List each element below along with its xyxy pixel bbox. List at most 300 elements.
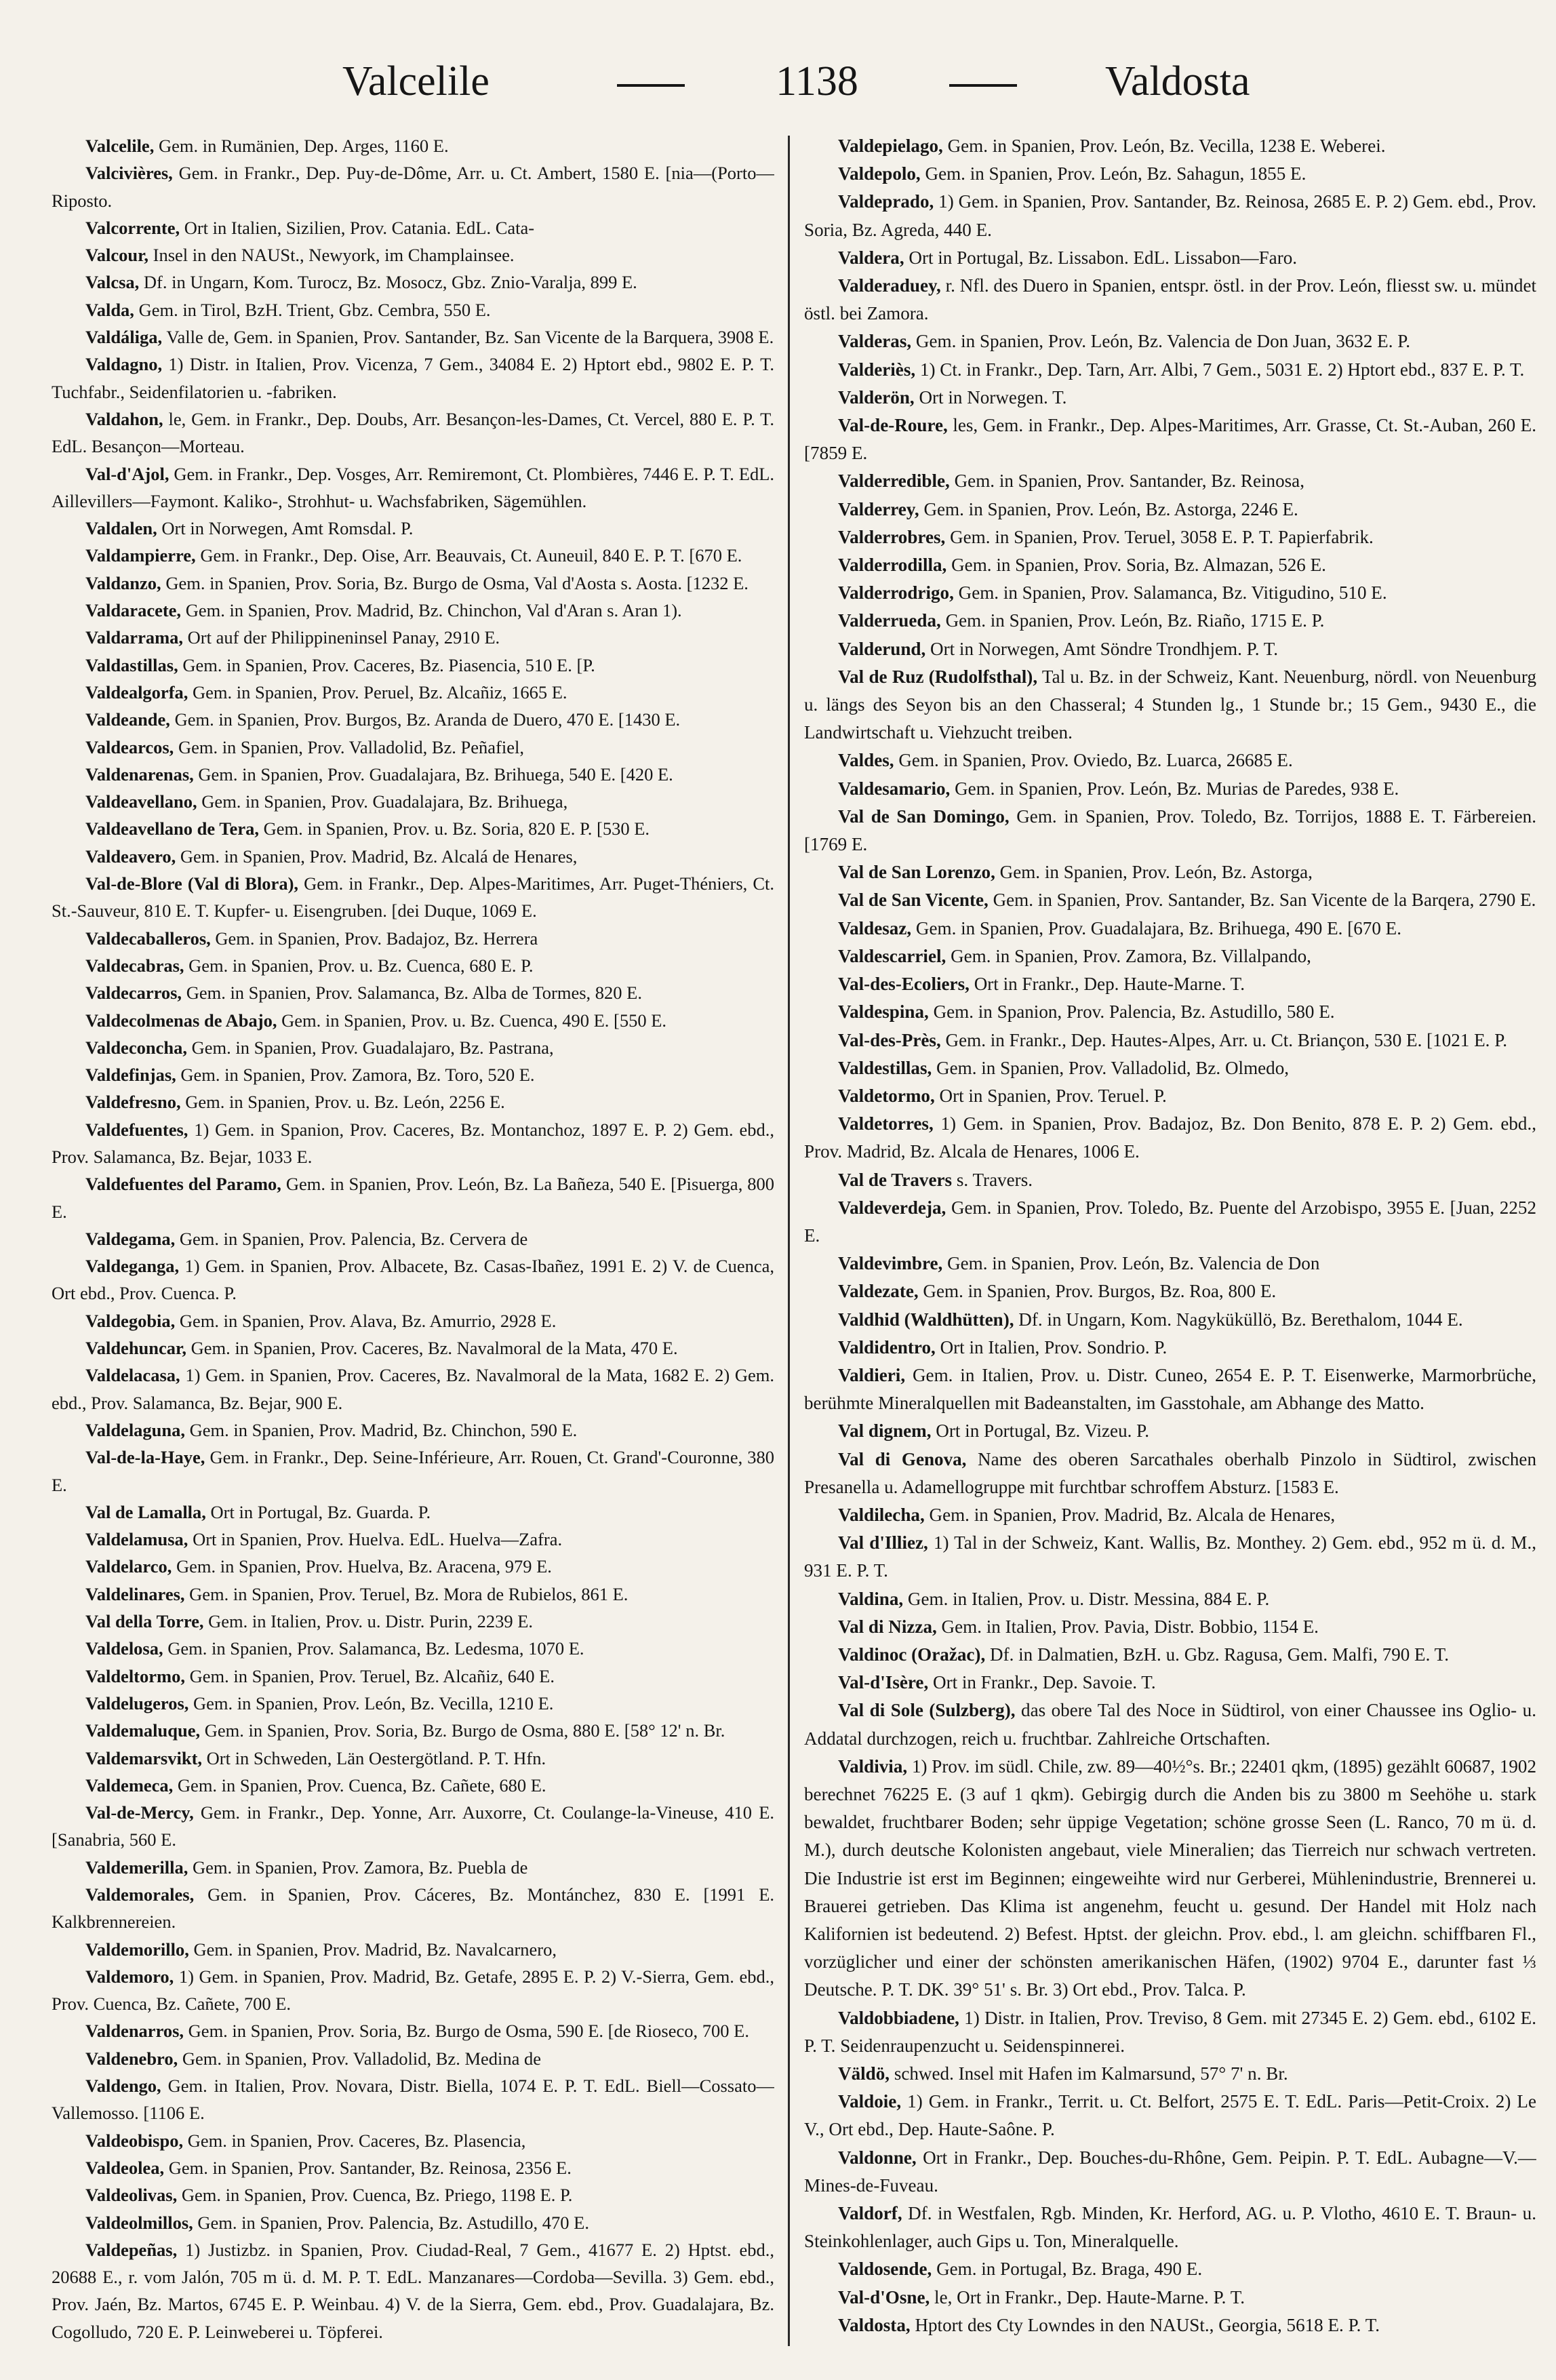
dictionary-entry (52, 542, 774, 569)
entry-text: Gem. in Spanien, Prov. Burgos, Bz. Roa, 800 E. (923, 1281, 1277, 1302)
dictionary-entry (52, 1170, 774, 1225)
dictionary-entry (804, 1417, 1536, 1445)
entry-headword: Valdesaz, (838, 917, 912, 938)
entry-text: Gem. in Spanien, Prov. Guadalajara, Bz. Brihuega, 490 E. [670 E. (915, 917, 1401, 938)
dictionary-entry (52, 405, 774, 460)
entry-headword: Valdobbiadene, (838, 2007, 959, 2028)
dictionary-entry (804, 635, 1536, 663)
entry-text: Gem. in Spanien, Prov. Burgos, Bz. Aranda de Duero, 470 E. [1430 E. (174, 709, 681, 730)
entry-text: Gem. in Spanien, Prov. León, Bz. Astorga, (999, 862, 1313, 883)
entry-headword: Valdeolea, (85, 2157, 165, 2178)
entry-headword: Valdestillas, (838, 1057, 932, 1078)
entry-headword: Valdefuentes, (85, 1119, 188, 1140)
entry-text: Gem. in Spanien, Prov. Santander, Bz. San Vicente de la Barqera, 2790 E. (993, 890, 1536, 911)
entry-headword: Valdeconcha, (85, 1037, 187, 1058)
entry-text: Gem. in Spanien, Prov. Soria, Bz. Burgo de Osma, 590 E. [de Rioseco, 700 E. (188, 2021, 749, 2042)
dictionary-entry (52, 1499, 774, 1526)
entry-text: Gem. in Spanien, Prov. Cáceres, Bz. Montánchez, 830 E. [1991 E. Kalkbrennereien. (52, 1884, 774, 1932)
dictionary-entry (804, 915, 1536, 943)
entry-text: Ort in Norwegen, Amt Romsdal. P. (161, 518, 414, 539)
entry-text: Gem. in Spanien, Prov. Oviedo, Bz. Luarca, 26685 E. (898, 750, 1293, 771)
entry-headword: Valdhid (Waldhütten), (838, 1309, 1014, 1330)
entry-text: Gem. in Spanien, Prov. Soria, Bz. Burgo de Osma, 880 E. [58° 12' n. Br. (204, 1720, 725, 1741)
entry-text: Gem. in Spanien, Prov. Madrid, Bz. Navalcarnero, (193, 1939, 557, 1960)
dictionary-entry (52, 1745, 774, 1772)
dictionary-entry (52, 1936, 774, 1963)
entry-headword: Valdeavellano de Tera, (85, 818, 259, 839)
entry-headword: Valdefuentes del Paramo, (85, 1174, 281, 1195)
dictionary-entry (804, 2088, 1536, 2143)
dictionary-entry (52, 1307, 774, 1334)
dictionary-entry (52, 1061, 774, 1088)
entry-headword: Valdera, (838, 247, 904, 268)
dictionary-entry (804, 412, 1536, 467)
entry-headword: Valdeprado, (838, 191, 934, 212)
entry-headword: Valdegama, (85, 1228, 176, 1249)
entry-text: Gem. in Spanien, Prov. u. Bz. Soria, 820 E. P. [530 E. (263, 818, 650, 839)
dictionary-entry (52, 734, 774, 761)
entry-headword: Valdemaluque, (85, 1720, 201, 1741)
dictionary-entry (52, 1963, 774, 2018)
dictionary-entry (804, 328, 1536, 355)
dictionary-entry (804, 1446, 1536, 1501)
dictionary-entry (804, 2200, 1536, 2255)
entry-text: 1) Ct. in Frankr., Dep. Tarn, Arr. Albi, 7 Gem., 5031 E. 2) Hptort ebd., 837 E. P. T. (919, 359, 1525, 380)
dictionary-entry (52, 1772, 774, 1799)
entry-text: Gem. in Spanien, Prov. Valladolid, Bz. Medina de (182, 2048, 542, 2069)
entry-headword: Valdeverdeja, (838, 1197, 946, 1218)
entry-headword: Valderund, (838, 638, 926, 659)
entry-text: schwed. Insel mit Hafen im Kalmarsund, 57° 7' n. Br. (894, 2063, 1288, 2084)
dictionary-entry (52, 159, 774, 214)
entry-text: Gem. in Spanien, Prov. León, Bz. Riaño, 1715 E. P. (945, 610, 1325, 631)
dictionary-entry (52, 1252, 774, 1307)
entry-text: Gem. in Spanien, Prov. León, Bz. Vecilla, 1238 E. Weberei. (947, 136, 1386, 156)
entry-text: Gem. in Spanien, Prov. Caceres, Bz. Piasencia, 510 E. [P. (182, 654, 595, 675)
entry-headword: Valdefresno, (85, 1092, 181, 1113)
entry-headword: Val-des-Ecoliers, (838, 974, 970, 995)
header-last-headword: Valdosta (1105, 58, 1250, 104)
entry-text: Gem. in Spanien, Prov. Teruel, Bz. Alcañiz, 640 E. (189, 1665, 555, 1686)
dictionary-entry (52, 241, 774, 269)
dictionary-entry (52, 1334, 774, 1362)
dictionary-entry (52, 1663, 774, 1690)
entry-headword: Valdepeñas, (85, 2239, 178, 2260)
dictionary-entry (52, 870, 774, 925)
entry-text: 1) Distr. in Italien, Prov. Treviso, 8 Gem. mit 27345 E. 2) Gem. ebd., 6102 E. P. T. Seidenraupenzucht u. Seidenspinnerei. (804, 2007, 1536, 2056)
entry-headword: Väldö, (838, 2063, 890, 2084)
entry-headword: Valdeobispo, (85, 2130, 184, 2151)
entry-headword: Valdenarros, (85, 2021, 184, 2042)
dictionary-entry (804, 2060, 1536, 2088)
entry-text: Gem. in Spanien, Prov. Guadalajara, Bz. Brihuega, (201, 791, 568, 812)
entry-text: Gem. in Frankr., Dep. Puy-de-Dôme, Arr. u. Ct. Ambert, 1580 E. [nia—(Porto—Riposto. (52, 163, 774, 211)
entry-headword: Val de San Vicente, (838, 890, 989, 911)
entry-headword: Valdecolmenas de Abajo, (85, 1010, 277, 1031)
dictionary-entry (804, 244, 1536, 272)
entry-headword: Val de Ruz (Rudolfsthal), (838, 666, 1038, 687)
entry-headword: Val de Lamalla, (85, 1501, 206, 1522)
entry-headword: Valdesamario, (838, 778, 951, 799)
dictionary-entry (52, 1553, 774, 1580)
entry-headword: Valdagno, (85, 354, 163, 375)
dictionary-entry (52, 2181, 774, 2208)
dictionary-entry (804, 1250, 1536, 1277)
dictionary-entry (52, 706, 774, 733)
entry-headword: Valdescarriel, (838, 945, 946, 966)
entry-headword: Valdeolmillos, (85, 2212, 193, 2233)
entry-text: Gem. in Frankr., Dep. Yonne, Arr. Auxorre, Ct. Coulange-la-Vineuse, 410 E. [Sanabria, 560 E. (52, 1802, 774, 1850)
entry-headword: Valderaduey, (838, 275, 941, 296)
dictionary-entry (52, 2127, 774, 2154)
page-number: 1138 (705, 54, 929, 108)
entry-headword: Val-de-Roure, (838, 415, 948, 436)
entry-headword: Valdecaballeros, (85, 928, 211, 949)
dictionary-entry (52, 269, 774, 296)
dictionary-entry (804, 970, 1536, 998)
entry-text: Gem. in Spanien, Prov. Palencia, Bz. Astudillo, 470 E. (197, 2212, 589, 2233)
entry-headword: Val de San Domingo, (838, 806, 1010, 827)
dictionary-entry (804, 1027, 1536, 1054)
dictionary-entry (804, 188, 1536, 243)
entry-headword: Valdemerilla, (85, 1857, 188, 1878)
dictionary-entry (804, 1306, 1536, 1334)
entry-headword: Valdelaguna, (85, 1419, 186, 1440)
entry-text: Df. in Westfalen, Rgb. Minden, Kr. Herford, AG. u. P. Vlotho, 4610 E. T. Braun- u. Steinkohlenlager, auch Gips u. Ton, Mineralquelle. (804, 2203, 1536, 2252)
dictionary-entry (804, 356, 1536, 384)
dictionary-entry (804, 496, 1536, 523)
entry-headword: Valcsa, (85, 272, 140, 293)
entry-headword: Valdenebro, (85, 2048, 178, 2069)
dictionary-entry (52, 460, 774, 515)
entry-headword: Valdorf, (838, 2203, 902, 2224)
entry-headword: Valcour, (85, 245, 149, 266)
entry-text: Gem. in Spanien, Prov. Cuenca, Bz. Priego, 1198 E. P. (181, 2185, 573, 2206)
entry-headword: Valderrey, (838, 498, 919, 519)
column-divider (788, 136, 790, 2346)
entry-text: Gem. in Spanien, Prov. Badajoz, Bz. Herrera (215, 928, 538, 949)
dictionary-entry (52, 1444, 774, 1499)
dictionary-entry (804, 132, 1536, 160)
entry-headword: Valdengo, (85, 2076, 161, 2097)
entry-headword: Valdidentro, (838, 1336, 936, 1357)
dictionary-entry (804, 1334, 1536, 1362)
entry-headword: Valdastillas, (85, 654, 178, 675)
dictionary-entry (804, 1585, 1536, 1613)
dictionary-entry (804, 1669, 1536, 1697)
entry-text: Gem. in Italien, Prov. Novara, Distr. Biella, 1074 E. P. T. EdL. Biell—Cossato—Vallemosso. [1106 E. (52, 2076, 774, 2124)
entry-text: Name des oberen Sarcathales oberhalb Pinzolo in Südtirol, zwischen Presanella u. Adamellogruppe mit furchtbar schroffem Absturz. [1583 E. (804, 1448, 1536, 1497)
dictionary-entry (804, 160, 1536, 188)
entry-headword: Valdefinjas, (85, 1065, 176, 1086)
entry-text: Ort in Frankr., Dep. Savoie. T. (933, 1672, 1156, 1693)
dictionary-entry (52, 1526, 774, 1553)
entry-text: Gem. in Spanien, Prov. u. Bz. León, 2256 E. (185, 1092, 505, 1113)
entry-headword: Valdeavellano, (85, 791, 197, 812)
entry-headword: Valdelarco, (85, 1556, 172, 1577)
dictionary-entry (52, 296, 774, 323)
dictionary-entry (804, 943, 1536, 970)
entry-text: Gem. in Spanien, Prov. Teruel, Bz. Mora de Rubielos, 861 E. (189, 1583, 629, 1604)
dictionary-entry (804, 1194, 1536, 1250)
dictionary-entry (52, 952, 774, 979)
dictionary-entry (804, 1613, 1536, 1641)
entry-text: le, Gem. in Frankr., Dep. Doubs, Arr. Besançon-les-Dames, Ct. Vercel, 880 E. P. T. EdL. Besançon—Morteau. (52, 408, 774, 457)
dictionary-entry (804, 775, 1536, 803)
dictionary-entry (52, 1007, 774, 1034)
entry-headword: Valdecarros, (85, 983, 182, 1004)
dictionary-entry (804, 886, 1536, 914)
entry-text: Gem. in Spanien, Prov. Toledo, Bz. Puente del Arzobispo, 3955 E. [Juan, 2252 E. (804, 1197, 1536, 1246)
entry-headword: Valdaracete, (85, 600, 182, 621)
entry-text: Gem. in Tirol, BzH. Trient, Gbz. Cembra, 550 E. (138, 299, 491, 320)
entry-headword: Valdevimbre, (838, 1253, 943, 1274)
dictionary-entry (52, 1581, 774, 1608)
dictionary-entry (804, 1166, 1536, 1194)
entry-headword: Valdáliga, (85, 327, 163, 348)
dictionary-entry (804, 1277, 1536, 1305)
entry-text: Gem. in Italien, Prov. Pavia, Distr. Bobbio, 1154 E. (941, 1616, 1319, 1637)
entry-text: Gem. in Spanien, Prov. Madrid, Bz. Alcala de Henares, (929, 1504, 1336, 1525)
dictionary-entry (52, 652, 774, 679)
entry-text: Ort in Portugal, Bz. Vizeu. P. (936, 1421, 1149, 1442)
dictionary-entry (52, 1362, 774, 1416)
entry-text: Gem. in Spanien, Prov. Teruel, 3058 E. P. T. Papierfabrik. (950, 526, 1374, 547)
entry-text: Ort in Italien, Sizilien, Prov. Catania. EdL. Cata- (184, 217, 535, 238)
dictionary-entry (52, 2236, 774, 2345)
entry-text: Df. in Ungarn, Kom. Turocz, Bz. Mosocz, Gbz. Znio-Varalja, 899 E. (143, 272, 637, 293)
entry-text: Gem. in Spanien, Prov. León, Bz. Astorga, 2246 E. (923, 498, 1298, 519)
entry-headword: Valdehuncar, (85, 1338, 186, 1359)
entry-headword: Valdarrama, (85, 627, 184, 648)
entry-headword: Valdemoro, (85, 1966, 174, 1987)
dictionary-entry (804, 2004, 1536, 2060)
entry-text: Gem. in Spanien, Prov. Madrid, Bz. Chinchon, 590 E. (189, 1419, 578, 1440)
entry-text: Gem. in Spanion, Prov. Palencia, Bz. Astudillo, 580 E. (933, 1001, 1335, 1023)
entry-text: das obere Tal des Noce in Südtirol, von einer Chaussee ins Oglio- u. Addatal durchzogen, reich u. fruchtbar. Zahlreiche Ortschaften. (804, 1700, 1536, 1749)
entry-text: Ort in Spanien, Prov. Teruel. P. (939, 1085, 1167, 1106)
dictionary-entry (52, 2017, 774, 2044)
entry-text: Gem. in Frankr., Dep. Hautes-Alpes, Arr. u. Ct. Briançon, 530 E. [1021 E. P. (945, 1029, 1508, 1050)
entry-headword: Valdinoc (Oražac), (838, 1644, 986, 1665)
entry-headword: Valdemorales, (85, 1884, 195, 1905)
entry-text: Gem. in Italien, Prov. u. Distr. Messina, 884 E. P. (907, 1588, 1270, 1609)
entry-headword: Valdampierre, (85, 545, 196, 566)
entry-text: Ort in Norwegen. T. (919, 386, 1067, 408)
dictionary-entry (804, 1641, 1536, 1669)
entry-headword: Valdemarsvikt, (85, 1747, 203, 1768)
entry-headword: Valdeltormo, (85, 1665, 185, 1686)
entry-text: Insel in den NAUSt., Newyork, im Champlainsee. (153, 245, 515, 266)
dictionary-entry (52, 323, 774, 351)
left-column (52, 132, 774, 2349)
dictionary-entry (52, 679, 774, 706)
entry-headword: Valdemeca, (85, 1774, 174, 1796)
entry-text: Ort in Norwegen, Amt Söndre Trondhjem. P. T. (930, 638, 1279, 659)
entry-text: Gem. in Spanien, Prov. Madrid, Bz. Alcalá de Henares, (180, 846, 578, 867)
entry-headword: Valdosende, (838, 2259, 932, 2280)
entry-text: Gem. in Frankr., Dep. Vosges, Arr. Remiremont, Ct. Plombières, 7446 E. P. T. EdL. Aillevillers—Faymont. Kaliko-, Strohhut- u. Wachsfabriken, Sägemühlen. (52, 463, 774, 511)
entry-headword: Valdelugeros, (85, 1692, 189, 1713)
entry-headword: Valdilecha, (838, 1504, 925, 1525)
dictionary-entry (804, 2144, 1536, 2200)
dictionary-entry (804, 998, 1536, 1026)
entry-headword: Val-d'Osne, (838, 2286, 930, 2307)
entry-text: Gem. in Portugal, Bz. Braga, 490 E. (936, 2259, 1203, 2280)
entry-text: Gem. in Spanien, Prov. Zamora, Bz. Toro, 520 E. (180, 1065, 535, 1086)
entry-text: Gem. in Spanien, Prov. Zamora, Bz. Villalpando, (951, 945, 1311, 966)
entry-text: Gem. in Spanien, Prov. León, Bz. Vecilla, 1210 E. (193, 1692, 554, 1713)
dictionary-entry (52, 570, 774, 597)
entry-headword: Valdeavero, (85, 846, 176, 867)
entry-text: Gem. in Spanien, Prov. Salamanca, Bz. Vitigudino, 510 E. (958, 582, 1387, 603)
dictionary-entry (52, 1416, 774, 1444)
entry-text: Gem. in Spanien, Prov. Salamanca, Bz. Alba de Tormes, 820 E. (186, 983, 642, 1004)
entry-text: Gem. in Spanien, Prov. Valladolid, Bz. Peñafiel, (178, 736, 524, 757)
dictionary-entry (52, 815, 774, 842)
entry-headword: Val d'Illiez, (838, 1532, 928, 1553)
dictionary-entry (804, 1697, 1536, 1752)
entry-text: Df. in Ungarn, Kom. Nagyküküllö, Bz. Berethalom, 1044 E. (1018, 1309, 1463, 1330)
dictionary-entry (52, 2045, 774, 2072)
dictionary-entry (804, 2255, 1536, 2283)
entry-text: 1) Gem. in Spanien, Prov. Caceres, Bz. Navalmoral de la Mata, 1682 E. 2) Gem. ebd., Prov. Salamanca, Bz. Bejar, 900 E. (52, 1365, 774, 1413)
entry-text: 1) Gem. in Spanien, Prov. Santander, Bz. Reinosa, 2685 E. P. 2) Gem. ebd., Prov. Soria, Bz. Agreda, 440 E. (804, 191, 1536, 240)
dictionary-entry (52, 2072, 774, 2127)
dictionary-entry (804, 1362, 1536, 1417)
entry-text: Gem. in Spanien, Prov. Cuenca, Bz. Cañete, 680 E. (177, 1774, 546, 1796)
dictionary-entry (52, 1088, 774, 1115)
entry-text: Gem. in Frankr., Dep. Oise, Arr. Beauvais, Ct. Auneuil, 840 E. P. T. [670 E. (200, 545, 742, 566)
entry-headword: Val-de-la-Haye, (85, 1447, 205, 1468)
entry-headword: Valdanzo, (85, 572, 161, 593)
entry-text: Ort in Schweden, Län Oestergötland. P. T. Hfn. (206, 1747, 546, 1768)
dictionary-entry (52, 1225, 774, 1252)
dictionary-entry (804, 523, 1536, 551)
dictionary-entry (52, 214, 774, 241)
entry-text: Ort in Italien, Prov. Sondrio. P. (940, 1336, 1168, 1357)
entry-text: Gem. in Spanien, Prov. u. Bz. Cuenca, 680 E. P. (188, 955, 534, 976)
entry-text: Gem. in Italien, Prov. u. Distr. Purin, 2239 E. (208, 1611, 534, 1632)
entry-headword: Valcorrente, (85, 217, 180, 238)
dictionary-entry (804, 858, 1536, 886)
entry-text: Gem. in Spanien, Prov. Zamora, Bz. Puebla de (193, 1857, 528, 1878)
entry-headword: Val-des-Près, (838, 1029, 941, 1050)
entry-text: s. Travers. (956, 1169, 1033, 1190)
entry-headword: Valdepielago, (838, 136, 943, 156)
dictionary-entry (52, 351, 774, 405)
entry-headword: Valdivia, (838, 1756, 908, 1777)
dictionary-entry (52, 979, 774, 1006)
entry-headword: Val de Travers (838, 1169, 953, 1190)
entry-text: 1) Gem. in Spanien, Prov. Badajoz, Bz. Don Benito, 878 E. P. 2) Gem. ebd., Prov. Madrid, Bz. Alcala de Henares, 1006 E. (804, 1113, 1536, 1162)
entry-text: 1) Gem. in Spanien, Prov. Madrid, Bz. Getafe, 2895 E. P. 2) V.-Sierra, Gem. ebd., Prov. Cuenca, Bz. Cañete, 700 E. (52, 1966, 774, 2015)
header-first-headword: Valcelile (342, 58, 490, 104)
dictionary-entry (52, 761, 774, 788)
entry-text: 1) Gem. in Spanion, Prov. Caceres, Bz. Montanchoz, 1897 E. P. 2) Gem. ebd., Prov. Salamanca, Bz. Bejar, 1033 E. (52, 1119, 774, 1167)
entry-text: Ort in Frankr., Dep. Haute-Marne. T. (974, 974, 1245, 995)
entry-headword: Valderredible, (838, 471, 950, 492)
dictionary-entry (52, 515, 774, 542)
entry-text: Gem. in Spanien, Prov. Valladolid, Bz. Olmedo, (936, 1057, 1290, 1078)
entry-headword: Val-d'Isère, (838, 1672, 929, 1693)
page-header (0, 41, 1556, 115)
entry-text: 1) Tal in der Schweiz, Kant. Wallis, Bz. Monthey. 2) Gem. ebd., 952 m ü. d. M., 931 E. P. T. (804, 1532, 1536, 1581)
dictionary-entry (804, 1753, 1536, 2004)
entry-headword: Valdahon, (85, 408, 163, 429)
entry-text: Gem. in Spanien, Prov. Caceres, Bz. Navalmoral de la Mata, 470 E. (191, 1338, 678, 1359)
entry-text: Ort auf der Philippineninsel Panay, 2910 E. (187, 627, 500, 648)
entry-text: Gem. in Frankr., Dep. Seine-Inférieure, Arr. Rouen, Ct. Grand'-Couronne, 380 E. (52, 1447, 774, 1495)
dictionary-entry (52, 925, 774, 952)
entry-text: Gem. in Spanien, Prov. Guadalajara, Bz. Brihuega, 540 E. [420 E. (198, 763, 673, 785)
dictionary-entry (804, 1054, 1536, 1082)
entry-headword: Valdes, (838, 750, 894, 771)
entry-text: Hptort des Cty Lowndes in den NAUSt., Georgia, 5618 E. P. T. (915, 2314, 1380, 2335)
entry-headword: Valdecabras, (85, 955, 184, 976)
entry-headword: Valdeande, (85, 709, 170, 730)
entry-text: Gem. in Spanien, Prov. Santander, Bz. Reinosa, (954, 471, 1304, 492)
entry-headword: Valdearcos, (85, 736, 174, 757)
entry-text: Gem. in Spanien, Prov. Alava, Bz. Amurrio, 2928 E. (179, 1310, 557, 1331)
entry-text: r. Nfl. des Duero in Spanien, entspr. östl. in der Prov. León, fliesst sw. u. mündet östl. bei Zamora. (804, 275, 1536, 324)
dictionary-entry (52, 1690, 774, 1717)
dictionary-entry (804, 1529, 1536, 1585)
entry-text: Gem. in Spanien, Prov. Madrid, Bz. Chinchon, Val d'Aran s. Aran 1). (185, 600, 682, 621)
entry-headword: Val-de-Mercy, (85, 1802, 194, 1823)
entry-headword: Valcivières, (85, 163, 173, 184)
entry-text: 1) Justizbz. in Spanien, Prov. Ciudad-Real, 7 Gem., 41677 E. 2) Hptst. ebd., 20688 E., r. vom Jalón, 705 m ü. d. M. P. T. EdL. Manzanares—Cordoba—Sevilla. 3) Gem. ebd., Prov. Jaén, Bz. Martos, 6745 E. P. Weinbau. 4) V. de la Sierra, Gem. ebd., Prov. Guadalajara, Bz. Cogolludo, 720 E. P. Leinweberei u. Töpferei. (52, 2239, 774, 2342)
entry-text: Gem. in Italien, Prov. u. Distr. Cuneo, 2654 E. P. T. Eisenwerke, Marmorbrüche, berühmte Mineralquellen mit Badeanstalten, im Gasstohale, am Abhange des Matto. (804, 1364, 1536, 1414)
dictionary-entry (52, 1608, 774, 1635)
dictionary-entry (804, 2312, 1536, 2339)
entry-headword: Valdenarenas, (85, 763, 194, 785)
dictionary-entry (804, 579, 1536, 607)
dictionary-entry (804, 747, 1536, 774)
entry-text: Tal u. Bz. in der Schweiz, Kant. Neuenburg, nördl. von Neuenburg u. längs des Seyon bis an den Chasseral; 4 Stunden lg., 1 Stunde br.; 15 Gem., 9430 E., die Landwirtschaft u. Viehzucht treiben. (804, 666, 1536, 743)
entry-headword: Val-d'Ajol, (85, 463, 169, 484)
entry-headword: Valdealgorfa, (85, 681, 188, 702)
entry-text: Ort in Frankr., Dep. Bouches-du-Rhône, Gem. Peipin. P. T. EdL. Aubagne—V.—Mines-de-Fuveau. (804, 2147, 1536, 2196)
dictionary-entry (52, 597, 774, 624)
dictionary-entry (52, 2209, 774, 2236)
entry-headword: Valdelinares, (85, 1583, 185, 1604)
entry-headword: Valdelacasa, (85, 1365, 180, 1386)
entry-text: Gem. in Spanien, Prov. Toledo, Bz. Torrijos, 1888 E. T. Färbereien. [1769 E. (804, 806, 1536, 855)
entry-headword: Valderrodrigo, (838, 582, 954, 603)
entry-text: Gem. in Spanien, Prov. León, Bz. Valencia de Don (947, 1253, 1320, 1274)
dictionary-entry (52, 2154, 774, 2181)
entry-text: Gem. in Spanien, Prov. León, Bz. Sahagun, 1855 E. (925, 163, 1306, 184)
entry-headword: Valdieri, (838, 1364, 906, 1385)
entry-headword: Valdelamusa, (85, 1529, 188, 1550)
right-column (804, 132, 1536, 2349)
entry-text: Gem. in Spanien, Prov. Santander, Bz. Reinosa, 2356 E. (168, 2157, 572, 2178)
dictionary-entry (804, 551, 1536, 579)
dictionary-entry (52, 1717, 774, 1744)
entry-headword: Val di Nizza, (838, 1616, 937, 1637)
entry-headword: Valderrodilla, (838, 555, 947, 576)
entry-headword: Val dignem, (838, 1421, 932, 1442)
entry-text: 1) Gem. in Frankr., Territ. u. Ct. Belfort, 2575 E. T. EdL. Paris—Petit-Croix. 2) Le V., Ort ebd., Dep. Haute-Saône. P. (804, 2091, 1536, 2140)
dictionary-entry (804, 1501, 1536, 1529)
entry-headword: Valderas, (838, 331, 912, 352)
dictionary-entry (52, 1881, 774, 1936)
entry-text: Ort in Spanien, Prov. Huelva. EdL. Huelva—Zafra. (193, 1529, 563, 1550)
dictionary-entry (804, 467, 1536, 495)
entry-headword: Valcelile, (85, 136, 155, 156)
entry-headword: Valdosta, (838, 2314, 911, 2335)
